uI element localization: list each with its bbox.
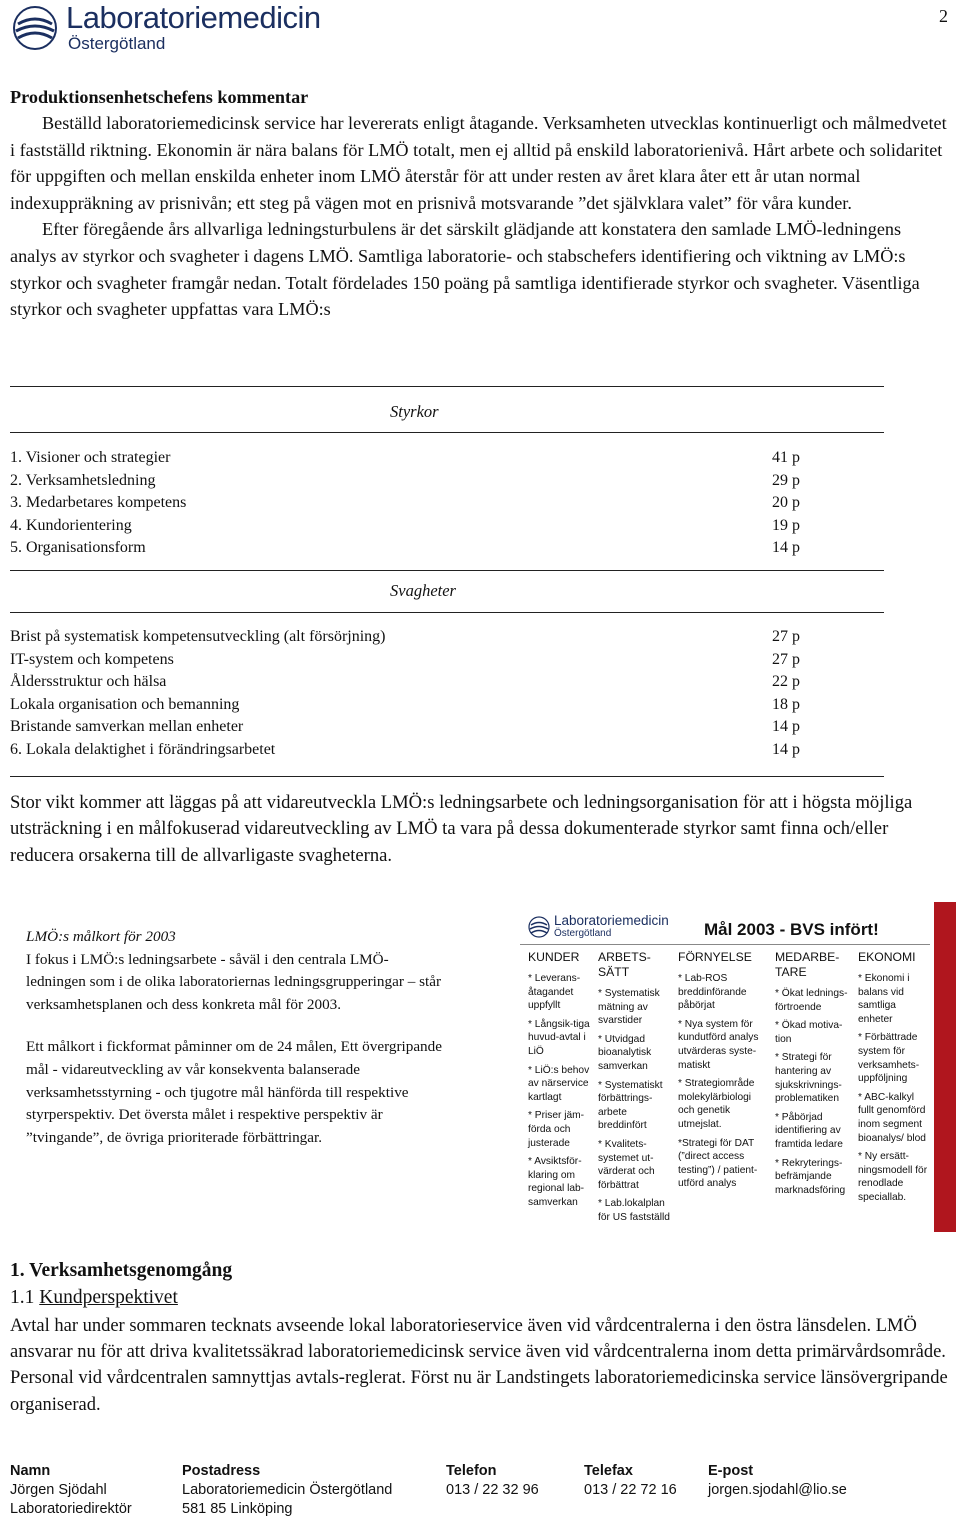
footer-label: Telefax <box>584 1463 633 1479</box>
weakness-row <box>10 671 810 694</box>
strength-points: 19 p <box>772 516 800 534</box>
column-header: FÖRNYELSE <box>678 950 752 964</box>
goal-item: * Rekryterings-befrämjande marknadsföring <box>775 1157 846 1196</box>
footer-label: Telefon <box>446 1463 497 1479</box>
weakness-label: Lokala organisation och bemanning <box>10 695 240 713</box>
goal-item: * Systematiskt förbättrings-arbete breddinfört <box>598 1079 663 1132</box>
section-heading: 1. Verksamhetsgenomgång <box>10 1260 233 1281</box>
weakness-row <box>10 694 810 717</box>
scorecard-figure <box>520 902 956 1232</box>
logo-title: Laboratoriemedicin <box>66 0 321 35</box>
goal-item: * Nya system för kundutförd analys utvärderas syste-matiskt <box>678 1018 759 1071</box>
weakness-row <box>10 716 810 739</box>
goal-item: * LiÖ:s behov av närservice kartlagt <box>528 1064 590 1103</box>
subsection-label: Kundperspektivet <box>39 1287 178 1308</box>
scorecard-column-kunder <box>528 950 594 1215</box>
footer-value: Laboratoriemedicin Östergötland <box>182 1482 393 1498</box>
divider <box>10 386 884 387</box>
strength-points: 29 p <box>772 471 800 489</box>
goal-item: * Ny ersätt-ningsmodell för renodlade speciallab. <box>858 1151 928 1203</box>
column-header: KUNDER <box>528 950 580 964</box>
conclusion-paragraph: Stor vikt kommer att läggas på att vidareutveckla LMÖ:s ledningsarbete och ledningsorganisation för att i högsta möjliga utsträckning i en målfokuserad vidareutveckling av LMÖ ta vara på dessa dokumenterade styrkor samt finna och/eller reducera orsakerna till de allvarligaste svagheterna. <box>10 792 913 866</box>
strength-row <box>10 492 810 515</box>
weakness-row <box>10 626 810 649</box>
footer-email-link[interactable]: jorgen.sjodahl@lio.se <box>708 1482 847 1498</box>
goal-item: * ABC-kalkyl fullt genomförd inom segment bioanalys/ blod <box>858 1091 926 1144</box>
scorecard-logo-subtitle: Östergötland <box>554 928 612 939</box>
malkort-paragraph-1: I fokus i LMÖ:s ledningsarbete - såväl i den centrala LMÖ-ledningen som i de olika laboratoriernas ledningsgrupperingar – står verksamhetsplanen och dess konkreta mål för 2003. <box>26 950 442 1013</box>
footer-address-column <box>182 1462 392 1519</box>
footer-value: Laboratoriedirektör <box>10 1501 132 1517</box>
scorecard-column-fornyelse <box>678 950 770 1196</box>
divider <box>10 612 884 613</box>
logo-emblem-icon <box>528 916 550 938</box>
logo-subtitle: Östergötland <box>68 34 166 53</box>
goal-item: * Strategiområde molekylärbiologi och genetik utmejslat. <box>678 1078 755 1130</box>
strength-row <box>10 470 810 493</box>
goal-item: * Utvidgad bioanalytisk samverkan <box>598 1033 652 1072</box>
strength-row <box>10 515 810 538</box>
section-body: Avtal har under sommaren tecknats avseende lokal laboratorieservice även vid vårdcentralerna i den östra länsdelen. LMÖ ansvarar nu för att driva kvalitetssäkrad laboratoriemedicinsk service även vid vårdcentralerna inom detta primärvårdsområde. Personal vid vårdcentralen samnyttjas avtals-reglerat. Först nu är Landstingets laboratoriemedicinska service länsövergripande organiserad. <box>10 1316 948 1415</box>
weakness-row <box>10 649 810 672</box>
goal-item: * Långsik-tiga huvud-avtal i LiÖ <box>528 1018 590 1057</box>
intro-heading: Produktionsenhetschefens kommentar <box>10 87 309 107</box>
weakness-label: Brist på systematisk kompetensutveckling (alt försörjning) <box>10 628 386 645</box>
footer-value: 581 85 Linköping <box>182 1501 293 1517</box>
goal-item: *Strategi för DAT (”direct access testing”) / patient-utförd analys <box>678 1137 758 1190</box>
footer-phone-column <box>446 1462 539 1500</box>
strength-label: 1. Visioner och strategier <box>10 449 171 466</box>
page-number: 2 <box>939 6 948 26</box>
strengths-title: Styrkor <box>390 402 439 421</box>
footer-label: E-post <box>708 1463 754 1479</box>
weaknesses-title: Svagheter <box>390 581 456 600</box>
goal-item: * Systematisk mätning av svarstider <box>598 988 660 1027</box>
logo-emblem-icon <box>10 4 60 52</box>
weakness-row <box>10 739 810 762</box>
subsection-heading <box>10 1287 178 1309</box>
footer-value: Jörgen Sjödahl <box>10 1482 107 1498</box>
weakness-label: Åldersstruktur och hälsa <box>10 673 167 690</box>
goal-item: * Strategi för hantering av sjukskrivnings-problematiken <box>775 1052 842 1105</box>
scorecard-logo-title: Laboratoriemedicin <box>554 913 669 928</box>
column-header: MEDARBE-TARE <box>775 950 840 979</box>
weakness-label: 6. Lokala delaktighet i förändringsarbetet <box>10 740 276 758</box>
goal-item: * Lab-ROS breddinförande påbörjat <box>678 973 747 1012</box>
strength-points: 20 p <box>772 494 800 511</box>
strength-points: 41 p <box>772 449 800 466</box>
scorecard-accent-bar <box>934 902 956 1232</box>
strength-label: 3. Medarbetares kompetens <box>10 494 187 511</box>
goal-item: * Ökad motiva-tion <box>775 1020 843 1045</box>
intro-section <box>10 84 952 323</box>
scorecard-column-arbetssatt <box>598 950 676 1230</box>
weakness-label: Bristande samverkan mellan enheter <box>10 718 244 735</box>
scorecard-column-ekonomi <box>858 950 932 1210</box>
strength-label: 5. Organisationsform <box>10 539 146 556</box>
scorecard-column-medarbetare <box>775 950 857 1202</box>
weakness-points: 14 p <box>772 718 800 735</box>
weakness-label: IT-system och kompetens <box>10 650 174 668</box>
footer-fax-column <box>584 1462 677 1500</box>
weakness-points: 18 p <box>772 695 800 713</box>
goal-item: * Avsiktsför-klaring om regional lab-samverkan <box>528 1156 585 1208</box>
goal-item: * Påbörjad identifiering av framtida ledare <box>775 1111 843 1150</box>
divider <box>10 432 884 433</box>
goal-item: * Ekonomi i balans vid samtliga enheter <box>858 973 910 1025</box>
weakness-points: 14 p <box>772 740 800 758</box>
strength-row <box>10 447 810 470</box>
divider <box>520 944 930 945</box>
strength-row <box>10 537 810 560</box>
footer-label: Namn <box>10 1463 51 1479</box>
footer-value: 013 / 22 32 96 <box>446 1482 539 1498</box>
intro-paragraph-2: Efter föregående års allvarliga ledningsturbulens är det särskilt glädjande att konstatera den samlade LMÖ-ledningens analys av styrkor och svagheter i dagens LMÖ. Samtliga laboratorie- och stabschefers identifiering och viktning av LMÖ:s styrkor och svagheter framgår nedan. Totalt fördelades 150 poäng på samtliga identifierade styrkor och svagheter. Väsentliga styrkor och svagheter uppfattas vara LMÖ:s <box>10 219 920 320</box>
intro-paragraph-1: Beställd laboratoriemedicinsk service har levererats enligt åtagande. Verksamheten utvecklas kontinuerligt och målmedvetet i fastställd riktning. Ekonomin är nära balans för LMÖ totalt, men ej alltid på enskild laboratorienivå. Hårt arbete och solidaritet för uppgiften och mellan enskilda enheter inom LMÖ återstår för att under resten av året klara åter ett år utan normal indexuppräkning av prisnivån; ett steg på vägen mot en prisnivå motsvarande ”det självklara valet” för våra kunder. <box>10 113 947 213</box>
malkort-title: LMÖ:s målkort för 2003 <box>26 928 176 945</box>
weakness-points: 27 p <box>772 650 800 668</box>
strength-label: 2. Verksamhetsledning <box>10 471 156 489</box>
goal-item: * Priser jäm-förda och justerade <box>528 1110 585 1149</box>
footer-label: Postadress <box>182 1463 261 1479</box>
goal-item: * Leverans-åtagandet uppfyllt <box>528 973 581 1012</box>
footer-name-column <box>10 1462 132 1519</box>
divider <box>10 570 884 571</box>
strength-label: 4. Kundorientering <box>10 516 132 534</box>
subsection-number: 1.1 <box>10 1287 35 1308</box>
goal-item: * Lab.lokalplan för US fastställd <box>598 1198 670 1223</box>
divider <box>10 776 884 777</box>
column-header: ARBETS-SÄTT <box>598 950 651 979</box>
malkort-description <box>26 926 446 1149</box>
footer-email-column <box>708 1462 847 1500</box>
goal-item: * Ökat lednings-förtroende <box>775 988 848 1013</box>
goal-item: * Förbättrade system för verksamhets-uppföljning <box>858 1032 920 1085</box>
column-header: EKONOMI <box>858 950 916 964</box>
goal-item: * Kvalitets-systemet ut-värderat och förbättrat <box>598 1138 655 1191</box>
scorecard-goal-title: Mål 2003 - BVS infört! <box>704 920 879 939</box>
weakness-points: 27 p <box>772 628 800 645</box>
strength-points: 14 p <box>772 539 800 556</box>
footer-value: 013 / 22 72 16 <box>584 1482 677 1498</box>
malkort-paragraph-2: Ett målkort i fickformat påminner om de 24 målen, Ett övergripande mål - vidareutveckling av vår konsekventa balanserade verksamhetsstyrning - och tjugotre mål hänförda till respektive styrperspektiv. Det översta målet i respektive perspektiv är ”tvingande”, de övriga prioriterade förbättringar. <box>26 1038 442 1146</box>
weakness-points: 22 p <box>772 673 800 690</box>
